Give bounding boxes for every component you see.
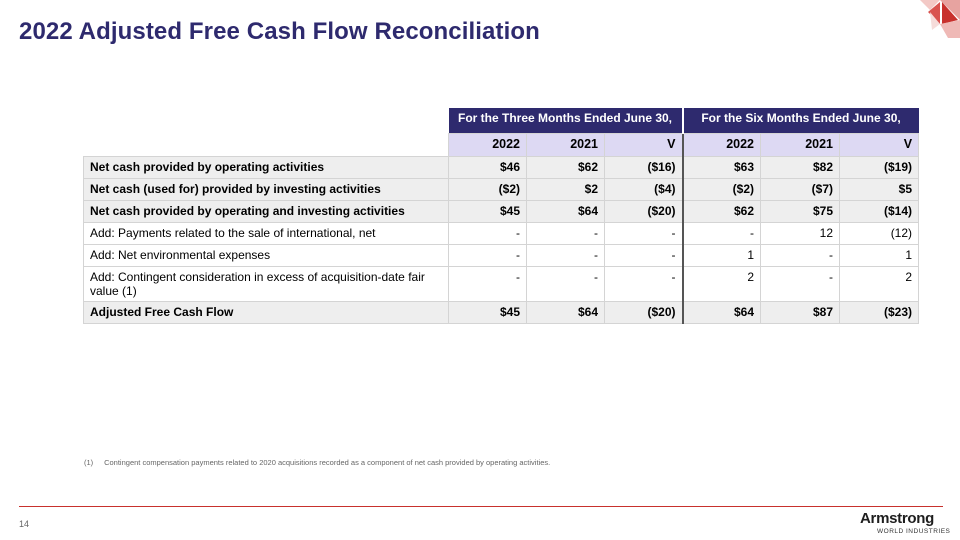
row-label: Add: Net environmental expenses: [84, 245, 449, 267]
column-header: V: [605, 134, 683, 157]
row-label: Net cash provided by operating and investing activities: [84, 201, 449, 223]
table-cell: $63: [683, 157, 761, 179]
table-cell: $87: [761, 302, 840, 324]
table-cell: -: [683, 223, 761, 245]
table-cell: -: [761, 267, 840, 302]
row-label: Adjusted Free Cash Flow: [84, 302, 449, 324]
table-cell: $5: [840, 179, 919, 201]
logo-wordmark: Armstrong: [860, 510, 934, 527]
column-header: 2022: [683, 134, 761, 157]
table-cell: $64: [683, 302, 761, 324]
table-row: [84, 245, 919, 267]
footnote: [84, 458, 550, 467]
table-cell: -: [527, 267, 605, 302]
table-cell: ($20): [605, 302, 683, 324]
table-cell: -: [449, 223, 527, 245]
table-cell: 1: [840, 245, 919, 267]
table-row: [84, 223, 919, 245]
cash-flow-table: [83, 108, 919, 324]
corner-decoration: [900, 0, 960, 38]
table-cell: $62: [683, 201, 761, 223]
column-header-row: [84, 134, 919, 157]
table-cell: 12: [761, 223, 840, 245]
table-cell: -: [527, 245, 605, 267]
page-number: 14: [19, 519, 30, 529]
table-cell: ($23): [840, 302, 919, 324]
table-cell: ($4): [605, 179, 683, 201]
column-header: 2021: [527, 134, 605, 157]
table-cell: $82: [761, 157, 840, 179]
table-cell: ($20): [605, 201, 683, 223]
row-label: Net cash provided by operating activities: [84, 157, 449, 179]
table-row: [84, 179, 919, 201]
table-cell: 2: [683, 267, 761, 302]
table-row: [84, 157, 919, 179]
page-title: 2022 Adjusted Free Cash Flow Reconciliation: [19, 18, 540, 45]
table-cell: $46: [449, 157, 527, 179]
table-cell: (12): [840, 223, 919, 245]
group-header-three-months: For the Three Months Ended June 30,: [449, 108, 683, 134]
table-row: [84, 201, 919, 223]
footnote-text: Contingent compensation payments related to 2020 acquisitions recorded as a component of net cash provided by operating activities.: [104, 458, 551, 467]
footer-rule: [19, 506, 943, 507]
table-cell: $2: [527, 179, 605, 201]
table-cell: -: [605, 267, 683, 302]
table-row: [84, 267, 919, 302]
group-header-row: [84, 108, 919, 134]
column-header: V: [840, 134, 919, 157]
table-cell: ($7): [761, 179, 840, 201]
table-cell: -: [761, 245, 840, 267]
row-label: Add: Contingent consideration in excess of acquisition-date fair value (1): [84, 267, 449, 302]
table-cell: ($2): [683, 179, 761, 201]
table-cell: -: [449, 245, 527, 267]
armstrong-logo: [860, 510, 951, 538]
table-cell: $45: [449, 201, 527, 223]
table-cell: 2: [840, 267, 919, 302]
table-cell: $62: [527, 157, 605, 179]
footnote-marker: (1): [84, 458, 94, 467]
table-cell: -: [449, 267, 527, 302]
table-cell: $75: [761, 201, 840, 223]
table-cell: 1: [683, 245, 761, 267]
table-cell: -: [527, 223, 605, 245]
table-row-total: [84, 302, 919, 324]
table-cell: $45: [449, 302, 527, 324]
table-cell: -: [605, 245, 683, 267]
table-cell: $64: [527, 201, 605, 223]
table-cell: ($19): [840, 157, 919, 179]
row-label: Net cash (used for) provided by investing activities: [84, 179, 449, 201]
table-cell: ($16): [605, 157, 683, 179]
column-header: 2021: [761, 134, 840, 157]
table-cell: ($14): [840, 201, 919, 223]
logo-tagline: WORLD INDUSTRIES: [877, 528, 951, 535]
column-header: 2022: [449, 134, 527, 157]
table-cell: ($2): [449, 179, 527, 201]
group-header-six-months: For the Six Months Ended June 30,: [683, 108, 919, 134]
table-cell: $64: [527, 302, 605, 324]
table-cell: -: [605, 223, 683, 245]
row-label: Add: Payments related to the sale of international, net: [84, 223, 449, 245]
